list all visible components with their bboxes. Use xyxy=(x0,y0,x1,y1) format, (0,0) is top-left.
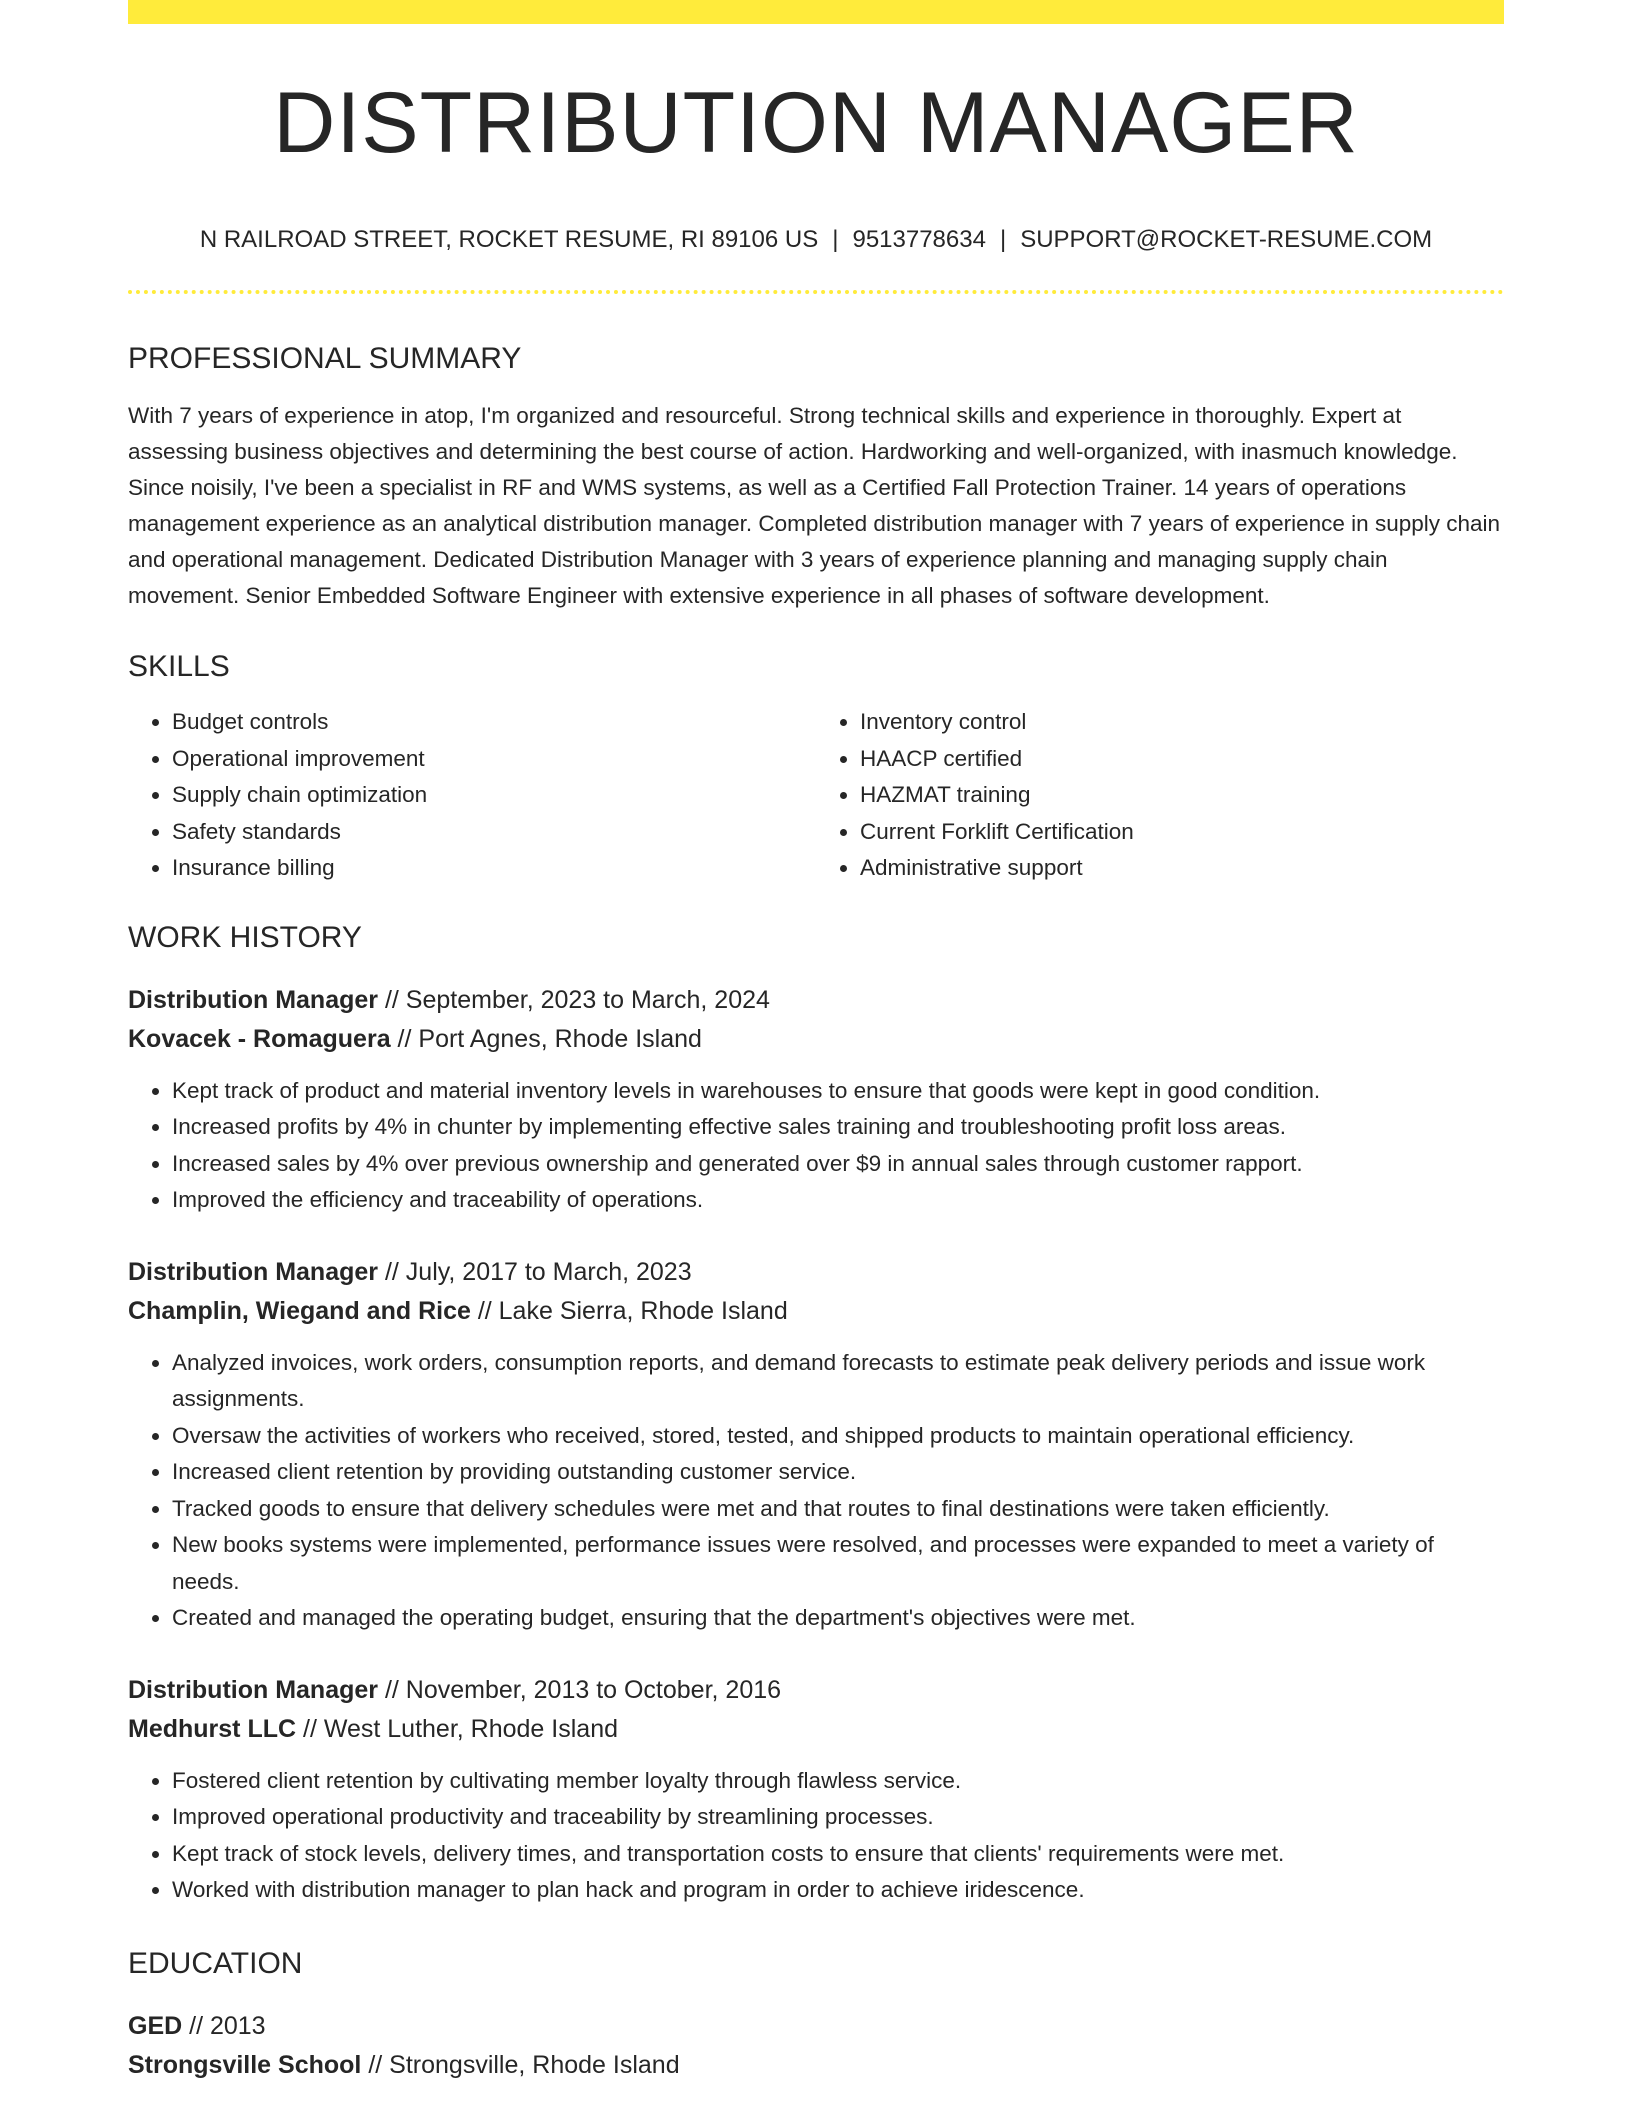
job-bullet: • Increased profits by 4% in chunter by implementing effective sales training and troubleshooting profit loss areas. xyxy=(172,1109,1504,1146)
skills-column-right xyxy=(816,704,1504,887)
education-entry xyxy=(128,2007,1504,2085)
job-location: // Port Agnes, Rhode Island xyxy=(390,1024,702,1053)
work-history-section-title: WORK HISTORY xyxy=(128,920,362,954)
skills-section-title: SKILLS xyxy=(128,650,230,683)
education-school: Strongsville School xyxy=(128,2050,362,2079)
education-section-title: EDUCATION xyxy=(128,1946,303,1980)
job-bullets xyxy=(128,1073,1504,1219)
skill-item: • Supply chain optimization xyxy=(172,777,816,814)
job-bullet: • Kept track of product and material inventory levels in warehouses to ensure that goods were kept in good condition. xyxy=(172,1073,1504,1110)
job-title-line xyxy=(128,1671,1504,1710)
skills-list xyxy=(128,704,1504,887)
contact-separator: | xyxy=(999,226,1007,253)
skill-item: • HAACP certified xyxy=(860,741,1504,778)
job-bullet: • Kept track of stock levels, delivery times, and transportation costs to ensure that clients' requirements were met. xyxy=(172,1836,1504,1873)
job-company-line xyxy=(128,1710,1504,1749)
job-location: // West Luther, Rhode Island xyxy=(296,1714,618,1743)
job-company: Champlin, Wiegand and Rice xyxy=(128,1296,471,1325)
skill-item: • Current Forklift Certification xyxy=(860,814,1504,851)
job-company-line xyxy=(128,1292,1504,1331)
job-bullets xyxy=(128,1345,1504,1637)
contact-line xyxy=(128,228,1504,252)
job-dates: // November, 2013 to October, 2016 xyxy=(378,1675,782,1704)
education-year: // 2013 xyxy=(182,2011,266,2040)
job-bullet: • New books systems were implemented, performance issues were resolved, and processes were expanded to meet a variety of needs. xyxy=(172,1527,1504,1600)
job-role: Distribution Manager xyxy=(128,985,379,1014)
job-title-line xyxy=(128,1253,1504,1292)
skill-item: • Operational improvement xyxy=(172,741,816,778)
job-entry xyxy=(128,1671,1504,1909)
contact-email: SUPPORT@ROCKET-RESUME.COM xyxy=(1020,226,1433,253)
contact-address: N RAILROAD STREET, ROCKET RESUME, RI 89106 US xyxy=(199,226,819,253)
job-entry xyxy=(128,981,1504,1219)
job-company: Kovacek - Romaguera xyxy=(128,1024,391,1053)
job-bullet: • Increased client retention by providing outstanding customer service. xyxy=(172,1454,1504,1491)
skill-item: • Administrative support xyxy=(860,850,1504,887)
education-degree-line xyxy=(128,2007,1504,2046)
skill-item: • Budget controls xyxy=(172,704,816,741)
header-divider xyxy=(128,290,1504,294)
summary-section-title: PROFESSIONAL SUMMARY xyxy=(128,342,522,375)
job-title-line xyxy=(128,981,1504,1020)
job-bullet: • Fostered client retention by cultivating member loyalty through flawless service. xyxy=(172,1763,1504,1800)
resume-page xyxy=(128,0,1504,2085)
job-dates: // September, 2023 to March, 2024 xyxy=(378,985,770,1014)
summary-text: With 7 years of experience in atop, I'm organized and resourceful. Strong technical skills and experience in thoroughly. Expert at assessing business objectives and determining the best course of action. Hardworking and well-organized, with inasmuch knowledge. Since noisily, I've been a specialist in RF and WMS systems, as well as a Certified Fall Protection Trainer. 14 years of operations management experience as an analytical distribution manager. Completed distribution manager with 7 years of experience in supply chain and operational management. Dedicated Distribution Manager with 3 years of experience planning and managing supply chain movement. Senior Embedded Software Engineer with extensive experience in all phases of software development. xyxy=(128,403,1501,608)
skill-item: • Safety standards xyxy=(172,814,816,851)
job-role: Distribution Manager xyxy=(128,1675,379,1704)
job-entry xyxy=(128,1253,1504,1637)
contact-phone: 9513778634 xyxy=(852,226,986,253)
skill-item: • HAZMAT training xyxy=(860,777,1504,814)
job-bullet: • Improved the efficiency and traceability of operations. xyxy=(172,1182,1504,1219)
education-school-line xyxy=(128,2046,1504,2085)
job-role: Distribution Manager xyxy=(128,1257,379,1286)
job-location: // Lake Sierra, Rhode Island xyxy=(470,1296,788,1325)
skill-item: • Inventory control xyxy=(860,704,1504,741)
job-company-line xyxy=(128,1020,1504,1059)
education-location: // Strongsville, Rhode Island xyxy=(361,2050,680,2079)
job-bullet: • Tracked goods to ensure that delivery schedules were met and that routes to final destinations were taken efficiently. xyxy=(172,1491,1504,1528)
job-company: Medhurst LLC xyxy=(128,1714,297,1743)
contact-separator: | xyxy=(832,226,839,253)
job-bullet: • Analyzed invoices, work orders, consumption reports, and demand forecasts to estimate peak delivery periods and issue work assignments. xyxy=(172,1345,1504,1418)
job-bullet: • Increased sales by 4% over previous ownership and generated over $9 in annual sales through customer rapport. xyxy=(172,1146,1504,1183)
top-accent-bar xyxy=(128,0,1504,24)
job-bullet: • Created and managed the operating budget, ensuring that the department's objectives were met. xyxy=(172,1600,1504,1637)
job-bullet: • Improved operational productivity and traceability by streamlining processes. xyxy=(172,1799,1504,1836)
job-dates: // July, 2017 to March, 2023 xyxy=(378,1257,692,1286)
job-bullets xyxy=(128,1763,1504,1909)
skills-column-left xyxy=(128,704,816,887)
skill-item: • Insurance billing xyxy=(172,850,816,887)
job-bullet: • Worked with distribution manager to plan hack and program in order to achieve iridescence. xyxy=(172,1872,1504,1909)
education-degree: GED xyxy=(128,2011,183,2040)
resume-name-heading: DISTRIBUTION MANAGER xyxy=(273,75,1359,171)
job-bullet: • Oversaw the activities of workers who received, stored, tested, and shipped products to maintain operational efficiency. xyxy=(172,1418,1504,1455)
